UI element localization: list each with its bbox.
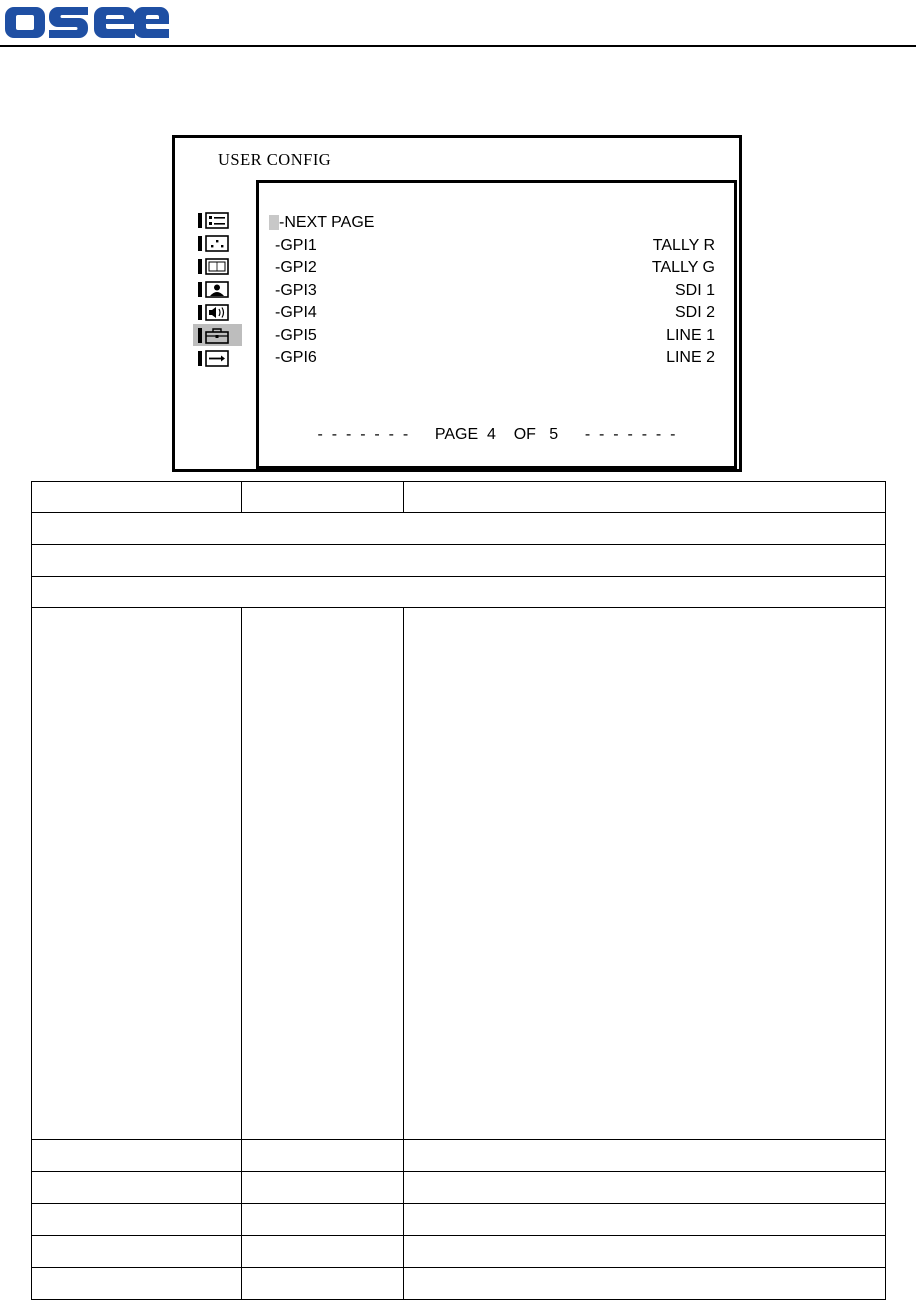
- table-cell: [404, 1204, 886, 1236]
- menu-item-gpi1[interactable]: [275, 235, 715, 257]
- table-cell: [242, 1268, 404, 1300]
- sidebar-item-exit[interactable]: [190, 347, 244, 370]
- table-cell: [242, 1140, 404, 1172]
- table-cell: [242, 608, 404, 1140]
- audio-speaker-icon: [198, 304, 230, 321]
- marker-dots-icon: [198, 235, 230, 252]
- status-list-icon: [198, 212, 230, 229]
- toolbox-icon: [198, 327, 230, 344]
- table-cell: [404, 608, 886, 1140]
- menu-item-label: -GPI1: [275, 237, 317, 254]
- menu-item-label: -GPI2: [275, 259, 317, 276]
- table-row: [32, 1268, 886, 1300]
- sidebar-item-picture[interactable]: [190, 278, 244, 301]
- table-section-row: [32, 513, 886, 545]
- table-cell: [32, 577, 886, 608]
- table-cell: [242, 1236, 404, 1268]
- menu-item-value: LINE 2: [666, 349, 715, 366]
- sidebar-item-user-config[interactable]: [190, 324, 244, 347]
- table-row: [32, 608, 886, 1140]
- table-section-row: [32, 545, 886, 577]
- table-cell: [404, 1140, 886, 1172]
- menu-item-gpi3[interactable]: [275, 280, 715, 302]
- menu-item-next-page[interactable]: [275, 212, 715, 234]
- table-section-row: [32, 577, 886, 608]
- menu-item-gpi6[interactable]: [275, 347, 715, 369]
- table-cell: [404, 1268, 886, 1300]
- table-cell: [32, 1268, 242, 1300]
- menu-item-label: -NEXT PAGE: [279, 214, 375, 231]
- table-header-row: [32, 482, 886, 513]
- osd-title: USER CONFIG: [218, 150, 332, 169]
- menu-item-label: -GPI4: [275, 304, 317, 321]
- table-row: [32, 1172, 886, 1204]
- menu-item-value: TALLY R: [652, 237, 715, 254]
- table-cell: [32, 608, 242, 1140]
- menu-item-gpi4[interactable]: [275, 302, 715, 324]
- osd-sidebar: [190, 209, 246, 370]
- table-cell: [32, 482, 242, 513]
- sidebar-item-marker[interactable]: [190, 232, 244, 255]
- table-cell: [404, 482, 886, 513]
- table-row: [32, 1140, 886, 1172]
- sidebar-item-display[interactable]: [190, 255, 244, 278]
- sidebar-item-status[interactable]: [190, 209, 244, 232]
- table-cell: [32, 1140, 242, 1172]
- menu-item-value: SDI 2: [674, 304, 715, 321]
- menu-item-label: -GPI3: [275, 282, 317, 299]
- menu-item-label: -GPI6: [275, 349, 317, 366]
- table-row: [32, 1204, 886, 1236]
- table-cell: [242, 1172, 404, 1204]
- user-picture-icon: [198, 281, 230, 298]
- table-row: [32, 1236, 886, 1268]
- exit-arrow-icon: [198, 350, 230, 367]
- table-cell: [32, 1172, 242, 1204]
- table-cell: [32, 513, 886, 545]
- sidebar-item-audio[interactable]: [190, 301, 244, 324]
- osd-screen: [172, 135, 742, 472]
- frame-safe-area-icon: [198, 258, 230, 275]
- menu-item-value: LINE 1: [666, 327, 715, 344]
- table-cell: [32, 545, 886, 577]
- header-rule: [0, 45, 916, 47]
- menu-item-gpi5[interactable]: [275, 325, 715, 347]
- menu-item-label: -GPI5: [275, 327, 317, 344]
- table-cell: [404, 1172, 886, 1204]
- page-indicator: - - - - - - - PAGE 4 OF 5 - - - - - - -: [317, 426, 676, 443]
- table-cell: [32, 1204, 242, 1236]
- selection-cursor: [269, 215, 279, 230]
- parameter-table: [31, 481, 886, 1300]
- table-cell: [32, 1236, 242, 1268]
- menu-item-value: SDI 1: [674, 282, 715, 299]
- osee-logo: [4, 2, 169, 42]
- table-cell: [404, 1236, 886, 1268]
- menu-item-value: TALLY G: [651, 259, 715, 276]
- table-cell: [242, 482, 404, 513]
- table-cell: [242, 1204, 404, 1236]
- osd-menu-panel: [256, 180, 737, 469]
- menu-item-gpi2[interactable]: [275, 257, 715, 279]
